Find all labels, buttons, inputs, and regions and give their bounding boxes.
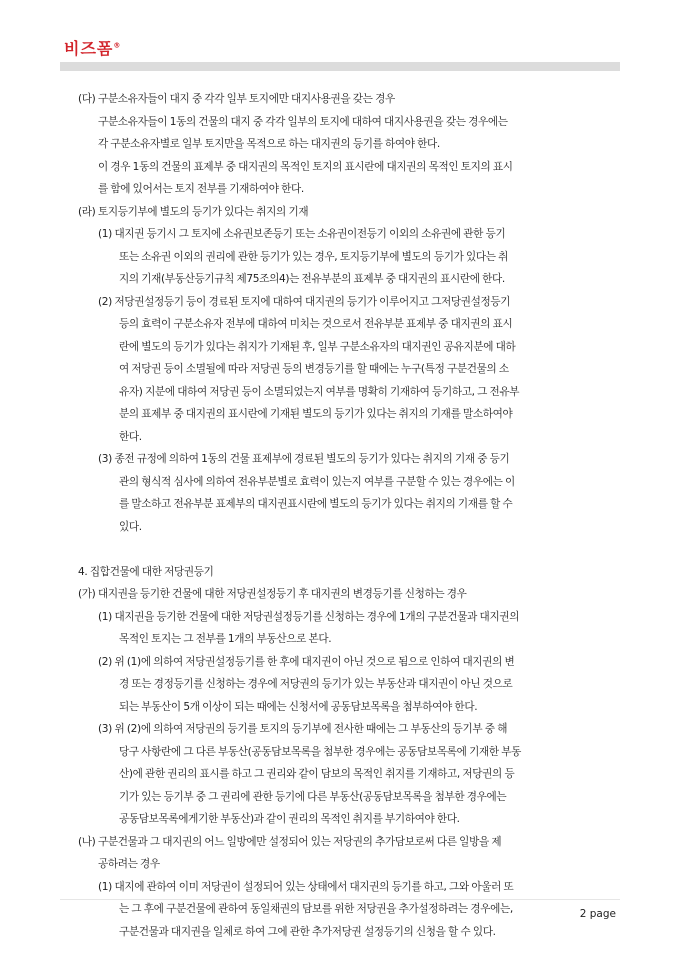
bizform-logo [64, 36, 121, 59]
document-body [78, 88, 618, 943]
text-line: 한다. [119, 430, 142, 443]
text-line: 4. 집합건물에 대한 저당권등기 [78, 565, 214, 578]
text-line: 목적인 토지는 그 전부를 1개의 부동산으로 본다. [119, 633, 332, 645]
text-line: 구분소유자들이 1동의 건물의 대지 중 각각 일부의 토지에 대하여 대지사용권을 갖는 경우에는 [98, 115, 508, 128]
text-line: (2) 저당권설정등기 등이 경료된 토지에 대하여 대지권의 등기가 이루어지고 그저당권설정등기 [98, 295, 511, 308]
text-line: 되는 부동산이 5개 이상이 되는 때에는 신청서에 공동담보목록을 첨부하여야 한다. [119, 700, 478, 713]
text-line: (나) 구분건물과 그 대지권의 어느 일방에만 설정되어 있는 저당권의 추가담보로써 다른 일방을 제 [78, 835, 502, 848]
page-number: 2 page [579, 908, 616, 920]
text-line: 유자) 지분에 대하여 저당권 등이 소멸되었는지 여부를 명확히 기재하여 등기하고, 그 전유부 [119, 385, 520, 398]
text-line: 당구 사항란에 그 다른 부동산(공동담보목록을 첨부한 경우에는 공동담보목록에 기재한 부동 [119, 745, 522, 758]
text-line: 이 경우 1동의 건물의 표제부 중 대지권의 목적인 토지의 표시란에 대지권의 목적인 토지의 표시 [98, 160, 513, 173]
text-line: (1) 대지권 등기시 그 토지에 소유권보존등기 또는 소유권이전등기 이외의 소유권에 관한 등기 [98, 228, 506, 240]
text-line: (3) 위 (2)에 의하여 저당권의 등기를 토지의 등기부에 전사한 때에는 그 부동산의 등기부 중 해 [98, 723, 508, 735]
footer-rule [60, 899, 620, 900]
text-line: 여 저당권 등이 소멸될에 따라 저당권 등의 변경등기를 할 때에는 누구(특정 구분건물의 소 [119, 363, 509, 375]
blank-line [78, 538, 618, 561]
text-line: 를 함에 있어서는 토지 전부를 기재하여야 한다. [98, 183, 304, 195]
text-line: 관의 형식적 심사에 의하여 전유부분별로 효력이 있는지 여부를 구분할 수 있는 경우에는 이 [119, 475, 515, 488]
text-line: 를 말소하고 전유부분 표제부의 대지권표시란에 별도의 등기가 있다는 취지의 기재를 할 수 [119, 498, 513, 510]
text-line: 각 구분소유자별로 일부 토지만을 목적으로 하는 대지권의 등기를 하여야 한다. [98, 138, 440, 150]
text-line: 등의 효력이 구분소유자 전부에 대하여 미치는 것으로서 전유부분 표제부 중 대지권의 표시 [119, 318, 513, 330]
text-line: (다) 구분소유자들이 대지 중 각각 일부 토지에만 대지사용권을 갖는 경우 [78, 93, 395, 105]
text-line: 있다. [119, 520, 142, 533]
text-line: 공하려는 경우 [98, 858, 160, 870]
registered-mark: ® [113, 41, 122, 50]
text-line: (3) 종전 규정에 의하여 1동의 건물 표제부에 경료된 별도의 등기가 있다는 취지의 기재 중 등기 [98, 453, 510, 465]
text-line: 분의 표제부 중 대지권의 표시란에 기재된 별도의 등기가 있다는 취지의 기재를 말소하여야 [119, 408, 513, 420]
text-line: 기가 있는 등기부 중 그 권리에 관한 등기에 다른 부동산(공동담보목록을 첨부한 경우에는 [119, 790, 507, 803]
text-line: 는 그 후에 구분건물에 관하여 동일채권의 담보를 위한 저당권을 추가설정하려는 경우에는, [119, 903, 513, 915]
text-line: 경 또는 경정등기를 신청하는 경우에 저당권의 등기가 있는 부동산과 대지권이 아닌 것으로 [119, 678, 513, 690]
text-line: 공동담보목록에게기한 부동산)과 같이 권리의 목적인 취지를 부기하여야 한다. [119, 813, 460, 825]
text-line: (가) 대지권을 등기한 건물에 대한 저당권설정등기 후 대지권의 변경등기를 신청하는 경우 [78, 588, 467, 600]
text-line: 구분건물과 대지권을 일체로 하여 그에 관한 추가저당권 설정등기의 신청을 할 수 있다. [119, 925, 496, 938]
logo-text: 비즈폼 [64, 39, 114, 58]
text-line: 산)에 관한 권리의 표시를 하고 그 권리와 같이 담보의 목적인 취지를 기재하고, 저당권의 등 [119, 768, 515, 780]
text-line: 지의 기재(부동산등기규칙 제75조의4)는 전유부분의 표제부 중 대지권의 표시란에 한다. [119, 273, 505, 285]
text-line: 란에 별도의 등기가 있다는 취지가 기재된 후, 일부 구분소유자의 대지권인 공유지분에 대하 [119, 340, 516, 353]
text-line: (1) 대지에 관하여 이미 저당권이 설정되어 있는 상태에서 대지권의 등기를 하고, 그와 아울러 또 [98, 880, 514, 893]
text-line: 또는 소유권 이외의 권리에 관한 등기가 있는 경우, 토지등기부에 별도의 등기가 있다는 취 [119, 250, 509, 263]
text-line: (라) 토지등기부에 별도의 등기가 있다는 취지의 기재 [78, 205, 309, 218]
text-line: (2) 위 (1)에 의하여 저당권설정등기를 한 후에 대지권이 아닌 것으로 됨으로 인하여 대지권의 변 [98, 655, 515, 668]
header-bar [60, 62, 620, 71]
text-line: (1) 대지권을 등기한 건물에 대한 저당권설정등기를 신청하는 경우에 1개의 구분건물과 대지권의 [98, 610, 520, 623]
